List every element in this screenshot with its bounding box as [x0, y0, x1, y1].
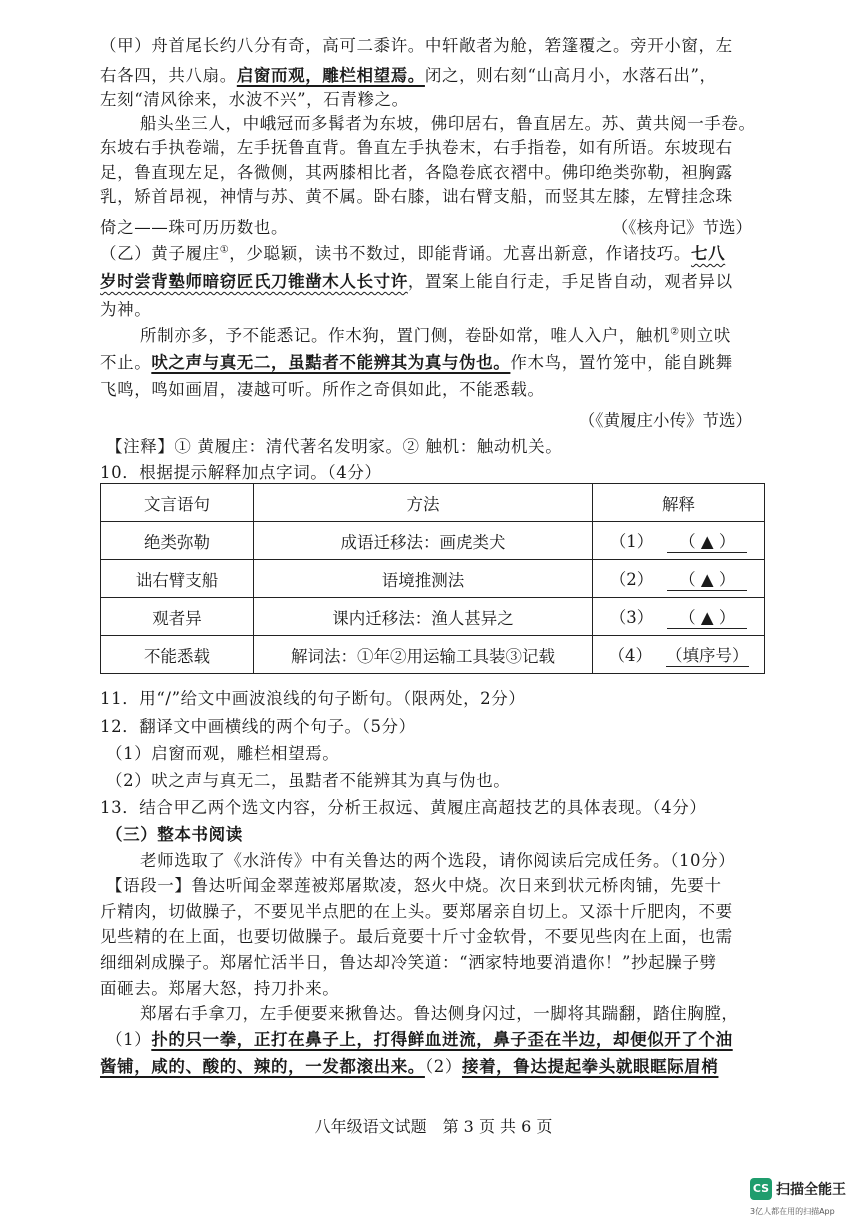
question-10: 10．根据提示解释加点字词。（4分）: [100, 463, 382, 482]
answer-cell: [593, 522, 765, 560]
excerpt-1-line-1: 【语段一】鲁达听闻金翠莲被郑屠欺凌，怒火中烧。次日来到状元桥肉铺，先要十: [106, 876, 722, 895]
passage-a-line-3: 左刻“清风徐来，水波不兴”，石青糁之。: [100, 90, 409, 109]
underlined-excerpt-1: 扑的只一拳，正打在鼻子上，打得鲜血迸流，鼻子歪在半边，却便似开了个油: [151, 1030, 733, 1049]
section-heading: （三）整本书阅读: [106, 825, 243, 844]
underlined-sentence-1: 启窗而观，雕栏相望焉。: [236, 66, 425, 85]
sentence-number-1: （1）: [106, 1030, 152, 1049]
passage-b-text: 作木鸟，置竹笼中，能自跳舞: [510, 353, 733, 372]
question-12-part-2: （2）吠之声与真无二，虽黠者不能辨其为真与伪也。: [106, 771, 511, 790]
phrase-cell: 诎右臂支船: [101, 560, 254, 598]
passage-a-line-5: 东坡右手执卷端，左手抚鲁直背。鲁直左手执卷末，右手指卷，如有所语。东坡现右: [100, 138, 733, 157]
answer-cell: [593, 636, 765, 674]
answer-number: （4）: [608, 646, 652, 665]
passage-b-line-3: 为神。: [100, 300, 152, 319]
passage-b-line-5: [100, 349, 733, 373]
passage-a-line-6: 足，鲁直现左足，各微侧，其两膝相比者，各隐卷底衣褶中。佛印绝类弥勒，袒胸露: [100, 163, 733, 182]
header-phrase: 文言语句: [101, 484, 254, 522]
passage-b-text: （乙）黄子履庄: [100, 244, 220, 263]
excerpt-1-line-3: 见些精的在上面，也要切做臊子。最后竟要十斤寸金软骨，不要见些肉在上面，也需: [100, 927, 733, 946]
footnotes: 【注释】① 黄履庄：清代著名发明家。② 触机：触动机关。: [106, 437, 563, 456]
method-cell: 语境推测法: [254, 560, 593, 598]
wavy-sentence-part-2: 岁时尝背塾师暗窃匠氏刀锥凿木人长寸许: [100, 272, 408, 291]
passage-a-line-2: [100, 62, 717, 86]
passage-b-text: 不止。: [100, 353, 152, 372]
sentence-number-2: （2）: [424, 1057, 462, 1076]
footnote-marker-1: ①: [219, 244, 230, 256]
table-row: [101, 598, 765, 636]
passage-b-text: ，置案上能自行走，手足皆自动，观者异以: [407, 272, 733, 291]
phrase-cell: 观者异: [101, 598, 254, 636]
excerpt-1-line-5: 面砸去。郑屠大怒，持刀扑来。: [100, 979, 340, 998]
table-row: [101, 522, 765, 560]
phrase-cell: 绝类弥勒: [101, 522, 254, 560]
method-cell: 解词法：①年②用运输工具装③记载: [254, 636, 593, 674]
question-10-table: [100, 483, 765, 674]
passage-a-source: （《核舟记》节选）: [611, 218, 752, 237]
passage-a-line-8: 倚之——珠可历历数也。: [100, 218, 289, 237]
answer-blank[interactable]: （填序号）: [666, 642, 749, 667]
table-row: [101, 636, 765, 674]
excerpt-2-line-2: [106, 1026, 733, 1050]
header-method: 方法: [254, 484, 593, 522]
answer-cell: [593, 598, 765, 636]
question-12-part-1: （1）启窗而观，雕栏相望焉。: [106, 744, 340, 763]
method-cell: 课内迁移法：渔人甚异之: [254, 598, 593, 636]
answer-blank[interactable]: （ ▲ ）: [667, 528, 747, 553]
passage-b-text: 所制亦多，予不能悉记。作木狗，置门侧，卷卧如常，唯人入户，触机: [140, 326, 671, 345]
page-footer: 八年级语文试题 第 3 页 共 6 页: [314, 1117, 553, 1136]
section-intro: 老师选取了《水浒传》中有关鲁达的两个选段，请你阅读后完成任务。（10分）: [140, 851, 736, 870]
passage-a-text: 闭之，则右刻“山高月小，水落石出”，: [424, 66, 717, 85]
passage-b-text: 则立吠: [679, 326, 731, 345]
header-explanation: 解释: [593, 484, 765, 522]
scanner-tagline: 3亿人都在用的扫描App: [750, 1207, 835, 1216]
excerpt-1-line-4: 细细剁成臊子。郑屠忙活半日，鲁达却冷笑道：“洒家特地要消遣你！”抄起臊子劈: [100, 953, 717, 972]
question-12: 12．翻译文中画横线的两个句子。（5分）: [100, 717, 416, 736]
method-cell: 成语迁移法：画虎类犬: [254, 522, 593, 560]
passage-b-line-6: 飞鸣，鸣如画眉，凄越可听。所作之奇俱如此，不能悉载。: [100, 380, 545, 399]
underlined-excerpt-2: 接着，鲁达提起拳头就眼眶际眉梢: [461, 1057, 719, 1076]
question-11: 11．用“/”给文中画波浪线的句子断句。（限两处，2分）: [100, 689, 526, 708]
passage-b-source: （《黄履庄小传》节选）: [578, 411, 752, 430]
scanner-app-name: 扫描全能王: [776, 1182, 846, 1198]
underlined-sentence-2: 吠之声与真无二，虽黠者不能辨其为真与伪也。: [151, 353, 511, 372]
underlined-excerpt-1-cont: 酱铺，咸的、酸的、辣的，一发都滚出来。: [100, 1057, 425, 1076]
answer-blank[interactable]: （ ▲ ）: [667, 566, 747, 591]
passage-a-line-1: （甲）舟首尾长约八分有奇，高可二黍许。中轩敞者为舱，箬篷覆之。旁开小窗，左: [100, 36, 733, 55]
answer-cell: [593, 560, 765, 598]
answer-number: （2）: [609, 570, 654, 589]
passage-a-line-7: 乳，矫首昂视，神情与苏、黄不属。卧右膝，诎右臂支船，而竖其左膝，左臂挂念珠: [100, 187, 733, 206]
scanner-logo-icon: CS: [750, 1178, 772, 1200]
answer-number: （1）: [609, 532, 654, 551]
passage-b-line-4: [140, 322, 731, 346]
scanner-watermark: [748, 1176, 867, 1228]
passage-a-text: 右各四，共八扇。: [100, 66, 237, 85]
question-13: 13．结合甲乙两个选文内容，分析王叔远、黄履庄高超技艺的具体表现。（4分）: [100, 798, 707, 817]
phrase-cell: 不能悉载: [101, 636, 254, 674]
table-header-row: [101, 484, 765, 522]
answer-number: （3）: [609, 608, 654, 627]
wavy-sentence-part-1: 七八: [690, 244, 726, 263]
passage-b-line-1: [100, 240, 725, 264]
answer-blank[interactable]: （ ▲ ）: [667, 604, 747, 629]
passage-b-line-2: [100, 268, 733, 292]
passage-a-line-4: 船头坐三人，中峨冠而多髯者为东坡，佛印居右，鲁直居左。苏、黄共阅一手卷。: [140, 114, 756, 133]
excerpt-1-line-2: 斤精肉，切做臊子，不要见半点肥的在上头。要郑屠亲自切上。又添十斤肥肉，不要: [100, 902, 733, 921]
table-row: [101, 560, 765, 598]
passage-b-text: ，少聪颖，读书不数过，即能背诵。尤喜出新意，作诸技巧。: [229, 244, 691, 263]
excerpt-2-line-3: [100, 1053, 718, 1077]
excerpt-2-line-1: 郑屠右手拿刀，左手便要来揪鲁达。鲁达侧身闪过，一脚将其踹翻，踏住胸膛，: [140, 1004, 739, 1023]
footnote-marker-2: ②: [670, 326, 680, 338]
